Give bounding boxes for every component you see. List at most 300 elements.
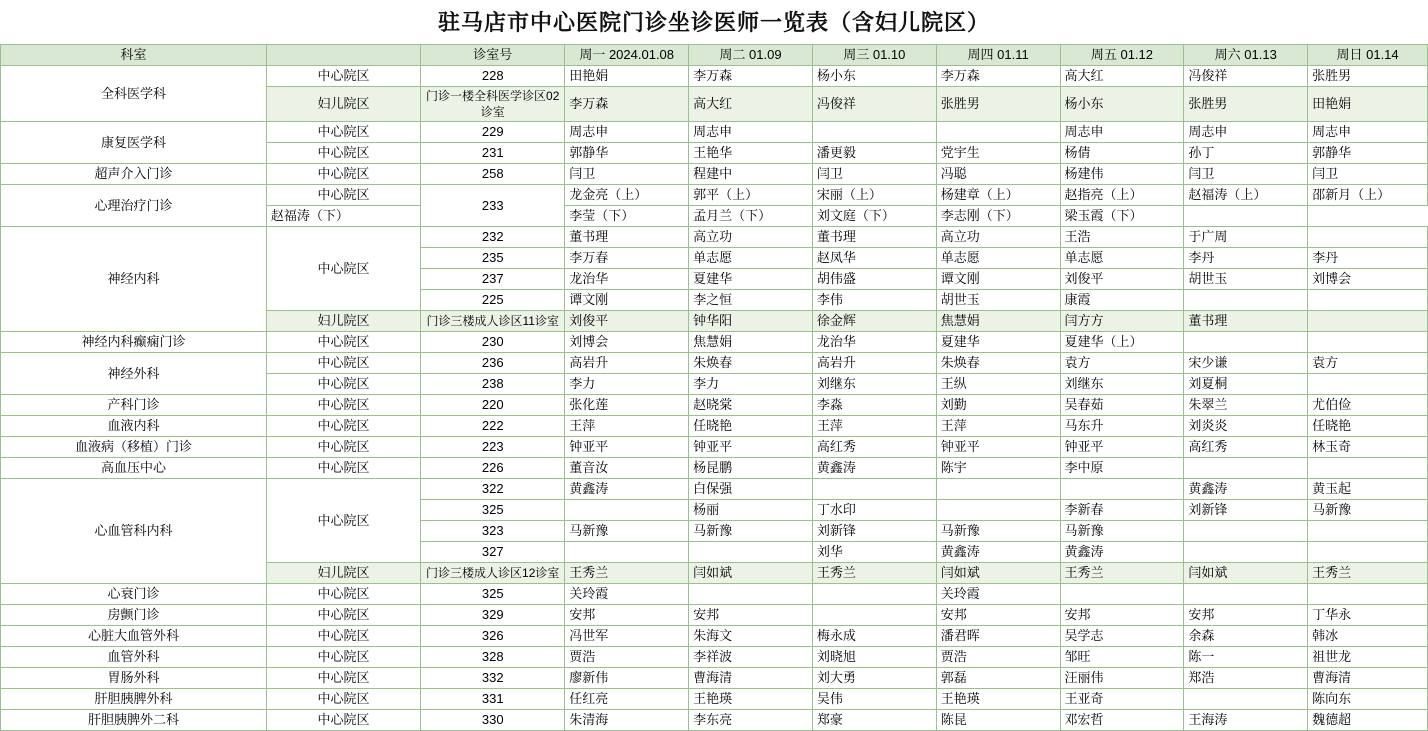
col-header-tue: 周二 01.09 — [689, 45, 813, 66]
room-cell: 327 — [421, 542, 565, 563]
doctor-cell: 李力 — [565, 374, 689, 395]
doctor-cell: 陈一 — [1184, 647, 1308, 668]
table-row — [1, 185, 1428, 206]
doctor-cell: 刘博会 — [565, 332, 689, 353]
doctor-cell: 贾浩 — [565, 647, 689, 668]
doctor-cell — [812, 479, 936, 500]
doctor-cell: 黄鑫涛 — [565, 479, 689, 500]
doctor-cell: 刘俊平 — [1060, 269, 1184, 290]
doctor-cell — [1308, 584, 1428, 605]
doctor-cell: 李万森 — [689, 66, 813, 87]
col-header-room: 诊室号 — [421, 45, 565, 66]
doctor-cell: 高红秀 — [1184, 437, 1308, 458]
doctor-cell: 赵指亮（上） — [1060, 185, 1184, 206]
doctor-cell: 张胜男 — [936, 87, 1060, 122]
doctor-cell: 马新豫 — [1308, 500, 1428, 521]
doctor-cell: 刘继东 — [812, 374, 936, 395]
doctor-cell: 马东升 — [1060, 416, 1184, 437]
room-cell: 326 — [421, 626, 565, 647]
doctor-cell: 李新春 — [1060, 500, 1184, 521]
doctor-cell: 冯聪 — [936, 164, 1060, 185]
doctor-cell: 王秀兰 — [1060, 563, 1184, 584]
doctor-cell: 焦慧娟 — [689, 332, 813, 353]
doctor-cell: 刘继东 — [1060, 374, 1184, 395]
doctor-cell — [1308, 542, 1428, 563]
doctor-cell: 黄鑫涛 — [936, 542, 1060, 563]
campus-cell: 中心院区 — [266, 227, 420, 311]
table-row — [1, 689, 1428, 710]
campus-cell: 中心院区 — [266, 479, 420, 563]
doctor-cell: 陈宇 — [936, 458, 1060, 479]
dept-cell: 心理治疗门诊 — [1, 185, 267, 227]
campus-cell: 中心院区 — [266, 353, 420, 374]
dept-cell: 肝胆胰脾外二科 — [1, 710, 267, 731]
doctor-cell — [812, 122, 936, 143]
doctor-cell — [1308, 290, 1428, 311]
doctor-cell: 单志愿 — [1060, 248, 1184, 269]
doctor-cell: 刘文庭（下） — [812, 206, 936, 227]
doctor-cell: 黄玉起 — [1308, 479, 1428, 500]
doctor-cell: 周志申 — [689, 122, 813, 143]
doctor-cell: 高立功 — [689, 227, 813, 248]
doctor-cell: 李志刚（下） — [936, 206, 1060, 227]
doctor-cell: 刘夏桐 — [1184, 374, 1308, 395]
doctor-cell: 马新豫 — [1060, 521, 1184, 542]
campus-cell: 中心院区 — [266, 374, 420, 395]
doctor-cell: 谭文刚 — [565, 290, 689, 311]
doctor-cell: 闫如斌 — [936, 563, 1060, 584]
table-row — [1, 647, 1428, 668]
doctor-cell: 夏建华 — [689, 269, 813, 290]
campus-cell: 妇儿院区 — [266, 563, 420, 584]
campus-cell: 中心院区 — [266, 689, 420, 710]
doctor-cell: 田艳娟 — [565, 66, 689, 87]
room-cell: 323 — [421, 521, 565, 542]
doctor-cell: 邓宏哲 — [1060, 710, 1184, 731]
doctor-cell: 梅永成 — [812, 626, 936, 647]
table-row — [1, 122, 1428, 143]
room-cell: 325 — [421, 500, 565, 521]
doctor-cell: 任晓艳 — [689, 416, 813, 437]
doctor-cell: 宋丽（上） — [812, 185, 936, 206]
doctor-cell: 焦慧娟 — [936, 311, 1060, 332]
doctor-cell: 钟亚平 — [565, 437, 689, 458]
doctor-cell — [1308, 227, 1428, 248]
room-cell: 233 — [421, 185, 565, 227]
doctor-cell — [936, 500, 1060, 521]
doctor-cell: 马新豫 — [689, 521, 813, 542]
doctor-cell: 杨倩 — [1060, 143, 1184, 164]
doctor-cell: 尤伯俭 — [1308, 395, 1428, 416]
campus-cell: 中心院区 — [266, 143, 420, 164]
doctor-cell: 刘大勇 — [812, 668, 936, 689]
doctor-cell — [1184, 458, 1308, 479]
doctor-cell: 丁华永 — [1308, 605, 1428, 626]
doctor-cell: 李丹 — [1308, 248, 1428, 269]
doctor-cell — [936, 479, 1060, 500]
doctor-cell: 赵晓棠 — [689, 395, 813, 416]
doctor-cell: 张胜男 — [1184, 87, 1308, 122]
doctor-cell: 祖世龙 — [1308, 647, 1428, 668]
doctor-cell: 王亚奇 — [1060, 689, 1184, 710]
campus-cell: 中心院区 — [266, 668, 420, 689]
table-row — [1, 626, 1428, 647]
doctor-cell — [812, 584, 936, 605]
room-cell: 229 — [421, 122, 565, 143]
dept-cell: 心脏大血管外科 — [1, 626, 267, 647]
doctor-cell: 刘俊平 — [565, 311, 689, 332]
doctor-cell: 郭平（上） — [689, 185, 813, 206]
doctor-cell: 邹旺 — [1060, 647, 1184, 668]
room-cell: 330 — [421, 710, 565, 731]
doctor-cell: 赵福涛（下） — [266, 206, 420, 227]
room-cell: 228 — [421, 66, 565, 87]
doctor-cell: 林玉奇 — [1308, 437, 1428, 458]
dept-cell: 超声介入门诊 — [1, 164, 267, 185]
doctor-cell: 关玲霞 — [936, 584, 1060, 605]
doctor-cell — [1060, 584, 1184, 605]
dept-cell: 康复医学科 — [1, 122, 267, 164]
doctor-cell: 钟亚平 — [1060, 437, 1184, 458]
doctor-cell: 刘博会 — [1308, 269, 1428, 290]
room-cell: 329 — [421, 605, 565, 626]
room-cell: 238 — [421, 374, 565, 395]
doctor-cell — [1308, 374, 1428, 395]
doctor-cell: 夏建华 — [936, 332, 1060, 353]
doctor-cell: 孙丁 — [1184, 143, 1308, 164]
doctor-cell — [1060, 479, 1184, 500]
doctor-cell: 杨建章（上） — [936, 185, 1060, 206]
doctor-cell: 杨小东 — [1060, 87, 1184, 122]
doctor-cell: 冯世军 — [565, 626, 689, 647]
doctor-cell: 刘新锋 — [812, 521, 936, 542]
doctor-cell: 韩冰 — [1308, 626, 1428, 647]
doctor-cell: 高岩升 — [565, 353, 689, 374]
doctor-cell: 王萍 — [812, 416, 936, 437]
doctor-cell: 钟亚平 — [689, 437, 813, 458]
doctor-cell: 单志愿 — [689, 248, 813, 269]
doctor-cell: 孟月兰（下） — [689, 206, 813, 227]
doctor-cell: 朱清海 — [565, 710, 689, 731]
schedule-table — [0, 44, 1428, 731]
doctor-cell: 于广周 — [1184, 227, 1308, 248]
doctor-cell: 朱翠兰 — [1184, 395, 1308, 416]
campus-cell: 妇儿院区 — [266, 311, 420, 332]
doctor-cell: 廖新伟 — [565, 668, 689, 689]
doctor-cell: 朱焕春 — [936, 353, 1060, 374]
doctor-cell — [1184, 206, 1308, 227]
dept-cell: 肝胆胰脾外科 — [1, 689, 267, 710]
table-row — [1, 479, 1428, 500]
doctor-cell — [689, 584, 813, 605]
doctor-cell: 谭文刚 — [936, 269, 1060, 290]
table-row — [1, 227, 1428, 248]
room-cell: 220 — [421, 395, 565, 416]
doctor-cell — [565, 542, 689, 563]
room-cell: 225 — [421, 290, 565, 311]
doctor-cell: 安邦 — [565, 605, 689, 626]
doctor-cell: 李中原 — [1060, 458, 1184, 479]
room-cell: 222 — [421, 416, 565, 437]
dept-cell: 心衰门诊 — [1, 584, 267, 605]
doctor-cell: 杨建伟 — [1060, 164, 1184, 185]
col-header-sat: 周六 01.13 — [1184, 45, 1308, 66]
doctor-cell: 赵福涛（上） — [1184, 185, 1308, 206]
doctor-cell: 程建中 — [689, 164, 813, 185]
dept-cell: 血液内科 — [1, 416, 267, 437]
table-row — [1, 66, 1428, 87]
doctor-cell: 董书理 — [1184, 311, 1308, 332]
room-cell: 门诊一楼全科医学诊区02诊室 — [421, 87, 565, 122]
doctor-cell: 吴春茹 — [1060, 395, 1184, 416]
doctor-cell: 黄鑫涛 — [1060, 542, 1184, 563]
doctor-cell: 周志申 — [1184, 122, 1308, 143]
col-header-sun: 周日 01.14 — [1308, 45, 1428, 66]
doctor-cell: 夏建华（上） — [1060, 332, 1184, 353]
doctor-cell: 龙金亮（上） — [565, 185, 689, 206]
campus-cell: 中心院区 — [266, 647, 420, 668]
doctor-cell: 袁方 — [1308, 353, 1428, 374]
doctor-cell — [1184, 542, 1308, 563]
room-cell: 332 — [421, 668, 565, 689]
doctor-cell: 黄鑫涛 — [812, 458, 936, 479]
campus-cell: 中心院区 — [266, 710, 420, 731]
doctor-cell: 任晓艳 — [1308, 416, 1428, 437]
doctor-cell: 胡世玉 — [936, 290, 1060, 311]
doctor-cell: 李万森 — [565, 87, 689, 122]
room-cell: 236 — [421, 353, 565, 374]
doctor-cell: 梁玉霞（下） — [1060, 206, 1184, 227]
doctor-cell: 刘晓旭 — [812, 647, 936, 668]
table-body — [1, 66, 1428, 731]
doctor-cell — [1184, 584, 1308, 605]
room-cell: 门诊三楼成人诊区12诊室 — [421, 563, 565, 584]
doctor-cell: 钟华阳 — [689, 311, 813, 332]
doctor-cell: 闫卫 — [812, 164, 936, 185]
table-row — [1, 458, 1428, 479]
doctor-cell: 刘新锋 — [1184, 500, 1308, 521]
table-row — [1, 332, 1428, 353]
doctor-cell: 冯俊祥 — [1184, 66, 1308, 87]
doctor-cell: 李淼 — [812, 395, 936, 416]
doctor-cell — [689, 542, 813, 563]
doctor-cell: 高大红 — [689, 87, 813, 122]
doctor-cell — [1184, 332, 1308, 353]
doctor-cell: 周志申 — [565, 122, 689, 143]
doctor-cell: 王纵 — [936, 374, 1060, 395]
room-cell: 226 — [421, 458, 565, 479]
page-title: 驻马店市中心医院门诊坐诊医师一览表（含妇儿院区） — [437, 10, 990, 35]
doctor-cell: 安邦 — [936, 605, 1060, 626]
table-row — [1, 164, 1428, 185]
campus-cell: 中心院区 — [266, 122, 420, 143]
doctor-cell: 曹海清 — [1308, 668, 1428, 689]
table-row — [1, 437, 1428, 458]
doctor-cell — [1308, 521, 1428, 542]
doctor-cell: 闫如斌 — [689, 563, 813, 584]
doctor-cell: 王秀兰 — [812, 563, 936, 584]
col-header-mon: 周一 2024.01.08 — [565, 45, 689, 66]
room-cell: 325 — [421, 584, 565, 605]
header-row — [1, 45, 1428, 66]
doctor-cell: 李莹（下） — [565, 206, 689, 227]
doctor-cell: 潘更毅 — [812, 143, 936, 164]
doctor-cell: 董书理 — [565, 227, 689, 248]
campus-cell: 中心院区 — [266, 332, 420, 353]
doctor-cell — [565, 500, 689, 521]
col-header-dept: 科室 — [1, 45, 267, 66]
campus-cell: 中心院区 — [266, 164, 420, 185]
doctor-cell: 王海涛 — [1184, 710, 1308, 731]
doctor-cell: 王萍 — [936, 416, 1060, 437]
doctor-cell: 黄鑫涛 — [1184, 479, 1308, 500]
doctor-cell: 王艳华 — [689, 143, 813, 164]
dept-cell: 高血压中心 — [1, 458, 267, 479]
room-cell: 328 — [421, 647, 565, 668]
col-header-fri: 周五 01.12 — [1060, 45, 1184, 66]
campus-cell: 妇儿院区 — [266, 87, 420, 122]
doctor-cell: 李万森 — [936, 66, 1060, 87]
doctor-cell: 党宇生 — [936, 143, 1060, 164]
campus-cell: 中心院区 — [266, 626, 420, 647]
table-header — [1, 45, 1428, 66]
doctor-cell — [1184, 521, 1308, 542]
doctor-cell: 安邦 — [1184, 605, 1308, 626]
doctor-cell: 马新豫 — [565, 521, 689, 542]
doctor-cell: 郑浩 — [1184, 668, 1308, 689]
doctor-cell: 王秀兰 — [1308, 563, 1428, 584]
dept-cell: 血液病（移植）门诊 — [1, 437, 267, 458]
doctor-cell: 董书理 — [812, 227, 936, 248]
doctor-cell: 李祥波 — [689, 647, 813, 668]
doctor-cell: 杨昆鹏 — [689, 458, 813, 479]
col-header-thu: 周四 01.11 — [936, 45, 1060, 66]
doctor-cell: 胡世玉 — [1184, 269, 1308, 290]
doctor-cell: 邵新月（上） — [1308, 185, 1428, 206]
doctor-cell: 朱焕春 — [689, 353, 813, 374]
room-cell: 223 — [421, 437, 565, 458]
doctor-cell: 魏德超 — [1308, 710, 1428, 731]
doctor-cell: 高岩升 — [812, 353, 936, 374]
room-cell: 230 — [421, 332, 565, 353]
campus-cell: 中心院区 — [266, 437, 420, 458]
campus-cell: 中心院区 — [266, 605, 420, 626]
table-row — [1, 605, 1428, 626]
doctor-cell: 丁水印 — [812, 500, 936, 521]
doctor-cell — [936, 122, 1060, 143]
doctor-cell: 杨丽 — [689, 500, 813, 521]
doctor-cell: 周志申 — [1060, 122, 1184, 143]
doctor-cell: 李伟 — [812, 290, 936, 311]
doctor-cell: 田艳娟 — [1308, 87, 1428, 122]
doctor-cell: 马新豫 — [936, 521, 1060, 542]
room-cell: 232 — [421, 227, 565, 248]
doctor-cell: 王萍 — [565, 416, 689, 437]
doctor-cell — [1308, 311, 1428, 332]
doctor-cell — [1308, 332, 1428, 353]
doctor-cell: 李力 — [689, 374, 813, 395]
doctor-cell: 闫方方 — [1060, 311, 1184, 332]
campus-cell: 中心院区 — [266, 66, 420, 87]
doctor-cell: 郭静华 — [1308, 143, 1428, 164]
dept-cell: 血管外科 — [1, 647, 267, 668]
doctor-cell: 闫卫 — [565, 164, 689, 185]
campus-cell: 中心院区 — [266, 416, 420, 437]
doctor-cell: 汪丽伟 — [1060, 668, 1184, 689]
table-row — [1, 668, 1428, 689]
campus-cell: 中心院区 — [266, 185, 420, 206]
doctor-cell: 李东亮 — [689, 710, 813, 731]
doctor-cell: 钟亚平 — [936, 437, 1060, 458]
table-row — [1, 395, 1428, 416]
col-header-campus — [266, 45, 420, 66]
doctor-cell: 龙治华 — [565, 269, 689, 290]
campus-cell: 中心院区 — [266, 395, 420, 416]
room-cell: 258 — [421, 164, 565, 185]
doctor-cell: 王艳瑛 — [689, 689, 813, 710]
doctor-cell: 高立功 — [936, 227, 1060, 248]
room-cell: 237 — [421, 269, 565, 290]
dept-cell: 神经外科 — [1, 353, 267, 395]
doctor-cell: 高大红 — [1060, 66, 1184, 87]
doctor-cell: 周志申 — [1308, 122, 1428, 143]
doctor-cell: 单志愿 — [936, 248, 1060, 269]
doctor-cell: 陈向东 — [1308, 689, 1428, 710]
doctor-cell: 郑豪 — [812, 710, 936, 731]
doctor-cell — [1184, 290, 1308, 311]
doctor-cell: 吴伟 — [812, 689, 936, 710]
doctor-cell — [1184, 689, 1308, 710]
dept-cell: 神经内科 — [1, 227, 267, 332]
doctor-cell: 袁方 — [1060, 353, 1184, 374]
doctor-cell: 朱海文 — [689, 626, 813, 647]
room-cell: 235 — [421, 248, 565, 269]
doctor-cell: 冯俊祥 — [812, 87, 936, 122]
doctor-cell: 张胜男 — [1308, 66, 1428, 87]
doctor-cell: 胡伟盛 — [812, 269, 936, 290]
table-row — [1, 584, 1428, 605]
doctor-cell: 李万春 — [565, 248, 689, 269]
doctor-cell: 王艳瑛 — [936, 689, 1060, 710]
doctor-cell: 潘君晖 — [936, 626, 1060, 647]
doctor-cell: 康霞 — [1060, 290, 1184, 311]
doctor-cell: 赵凤华 — [812, 248, 936, 269]
campus-cell: 中心院区 — [266, 458, 420, 479]
doctor-cell: 陈昆 — [936, 710, 1060, 731]
doctor-cell: 杨小东 — [812, 66, 936, 87]
room-cell: 门诊三楼成人诊区11诊室 — [421, 311, 565, 332]
table-row — [1, 353, 1428, 374]
table-row — [1, 416, 1428, 437]
campus-cell: 中心院区 — [266, 584, 420, 605]
dept-cell: 全科医学科 — [1, 66, 267, 122]
dept-cell: 房颤门诊 — [1, 605, 267, 626]
doctor-cell: 张化莲 — [565, 395, 689, 416]
doctor-cell — [812, 605, 936, 626]
doctor-cell: 闫如斌 — [1184, 563, 1308, 584]
doctor-cell: 高红秀 — [812, 437, 936, 458]
doctor-cell — [1308, 458, 1428, 479]
doctor-cell: 王秀兰 — [565, 563, 689, 584]
doctor-cell: 余森 — [1184, 626, 1308, 647]
doctor-cell: 李丹 — [1184, 248, 1308, 269]
doctor-cell: 刘华 — [812, 542, 936, 563]
doctor-cell: 王浩 — [1060, 227, 1184, 248]
room-cell: 322 — [421, 479, 565, 500]
doctor-cell: 白保强 — [689, 479, 813, 500]
doctor-cell: 郭静华 — [565, 143, 689, 164]
doctor-cell: 安邦 — [689, 605, 813, 626]
